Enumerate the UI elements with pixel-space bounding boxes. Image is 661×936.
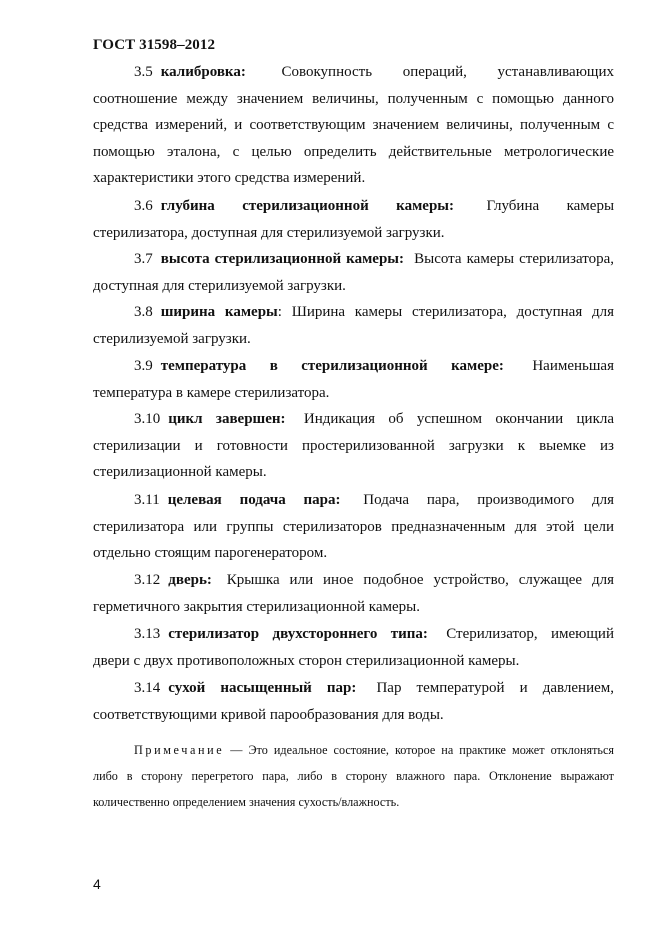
term-name: дверь: <box>168 572 212 588</box>
term-definition: Глубина камеры стерилизатора, доступная для стерилизуемой загрузки. <box>93 198 615 241</box>
term-definition: : Ширина камеры стерилизатора, доступная для стерилизуемой загрузки. <box>93 304 614 347</box>
term-definition: Совокупность операций, устанавливающих соотношение между значением величины, полученным с помощью данного средства измерений, и соответствующим значением величины, полученным с помощью эталона, с целью определить действительные метрологические характеристики этого средства измерений. <box>93 64 614 186</box>
note-label: Примечание <box>134 743 225 757</box>
term-3-14 <box>93 675 614 728</box>
term-definition: Высота камеры стерилизатора, доступная для стерилизуемой загрузки. <box>93 251 615 294</box>
term-3-5 <box>93 59 614 192</box>
term-name: глубина стерилизационной камеры: <box>160 198 454 214</box>
term-number: 3.5 <box>134 64 153 80</box>
term-definition: Наименьшая температура в камере стерилизатора. <box>93 358 614 401</box>
term-number: 3.8 <box>134 304 153 320</box>
term-3-13 <box>93 621 614 674</box>
term-definition: Подача пара, производимого для стерилизатора или группы стерилизаторов предназначенным для этой цели отдельно стоящим парогенератором. <box>93 492 615 561</box>
term-number: 3.13 <box>134 626 161 642</box>
term-number: 3.6 <box>134 198 153 214</box>
term-3-11 <box>93 487 614 567</box>
term-name: высота стерилизационной камеры: <box>160 251 405 267</box>
term-number: 3.9 <box>134 358 153 374</box>
term-number: 3.12 <box>134 572 161 588</box>
term-3-12 <box>93 567 614 620</box>
note <box>93 737 614 815</box>
term-3-9 <box>93 353 614 406</box>
term-3-8 <box>93 299 614 352</box>
term-name: ширина камеры <box>160 304 278 320</box>
term-name: целевая подача пара: <box>167 492 341 508</box>
term-number: 3.11 <box>134 492 160 508</box>
term-number: 3.7 <box>134 251 153 267</box>
page-number: 4 <box>93 876 101 892</box>
term-3-10 <box>93 406 614 486</box>
term-3-7 <box>93 246 614 299</box>
term-name: сухой насыщенный пар: <box>168 680 357 696</box>
term-name: стерилизатор двухстороннего типа: <box>168 626 428 642</box>
term-3-6 <box>93 193 614 246</box>
term-name: температура в стерилизационной камере: <box>160 358 504 374</box>
term-definition: Стерилизатор, имеющий двери с двух противоположных сторон стерилизационной камеры. <box>93 626 614 669</box>
term-name: цикл завершен: <box>168 411 286 427</box>
term-number: 3.10 <box>134 411 161 427</box>
term-definition: Индикация об успешном окончании цикла стерилизации и готовности простерилизованной загрузки к выемке из стерилизационной камеры. <box>93 411 615 480</box>
term-definition: Крышка или иное подобное устройство, служащее для герметичного закрытия стерилизационной камеры. <box>93 572 615 615</box>
standard-header: ГОСТ 31598–2012 <box>93 37 216 53</box>
term-definition: Пар температурой и давлением, соответствующими кривой парообразования для воды. <box>93 680 614 723</box>
note-text: — Это идеальное состояние, которое на практике может отклоняться либо в сторону перегретого пара, либо в сторону влажного пара. Отклонение выражают количественно определением значения сухость/влажность. <box>93 743 614 809</box>
term-number: 3.14 <box>134 680 161 696</box>
term-name: калибровка: <box>160 64 246 80</box>
